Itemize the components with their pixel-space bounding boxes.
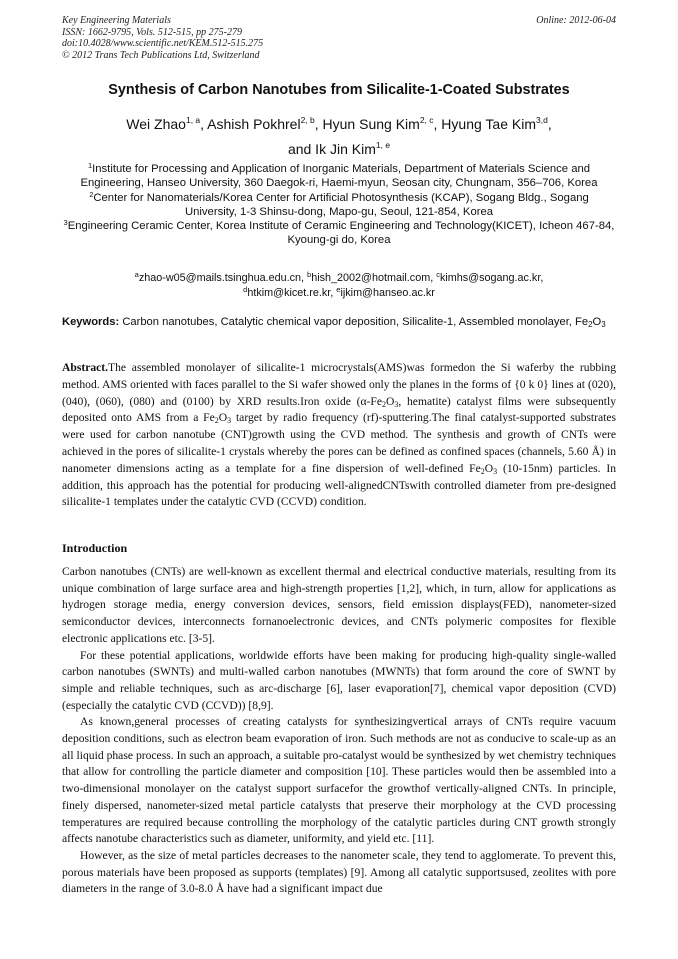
copyright-line: © 2012 Trans Tech Publications Ltd, Switzerland [62,49,260,61]
affiliation: $^1$Institute for Processing and Application of Inorganic Materials, Department of Materials Science and Engineering, Hanseo University, 360 Daegok-ri, Haemi-myun, Seosan city, Chungnam, 356–706, Korea [80,161,598,190]
affiliation: $^2$Center for Nanomaterials/Korea Center for Artificial Photosynthesis (KCAP), Sogang Bldg., Sogang University, 1-3 Shinsu-dong, Mapo-gu, Seoul, 121-854, Korea [89,189,589,218]
author: Wei Zhao$^{1, a}$, [126,115,208,132]
doi-line: doi:10.4028/www.scientific.net/KEM.512-515.275 [62,38,264,49]
email-link[interactable]: $^e$ijkim@hanseo.ac.kr [336,284,435,299]
journal-header [62,15,616,61]
keywords-text: Carbon nanotubes, Catalytic chemical vapor deposition, Silicalite-1, Assembled monolayer, $Fe_2O_3$ [122,316,606,329]
affiliation: $^3$Engineering Ceramic Center, Korea Institute of Ceramic Engineering and Technology(KICET), Icheon 467-84, Kyoung-gi do, Korea [63,218,615,247]
email-link[interactable]: $^b$hish_2002@hotmail.com [307,270,431,284]
author-list [62,112,616,162]
paragraph: However, as the size of metal particles decreases to the nanometer scale, they tend to agglomerate. To prevent this, porous materials have been proposed as supports (templates) [9]. Among all catalytic supportsused, zeolites with pore diameters in the range of 3.0-8.0 Å have had a significant impact due [62,848,616,896]
author: Hyun Sung Kim$^{2, c}$, [322,115,442,132]
email-link[interactable]: $^d$htkim@kicet.re.kr [243,284,331,299]
section-heading: Introduction [62,541,128,555]
author: Ashish Pokhrel$^{2, b}$, [207,115,323,132]
affiliation-list [62,162,616,248]
abstract-label: Abstract. [62,361,109,374]
paragraph: For these potential applications, worldwide efforts have been making for producing high-quality single-walled carbon nanotubes (SWNTs) and multi-walled carbon nanotubes (MWNTs) that form around the core of SWNT by simple and reliable techniques, such as arc-discharge [6], laser evaporation[7], chemical vapor deposition (CVD) (especially the catalytic CVD (CCVD)) [8,9]. [62,648,616,712]
online-date: Online: 2012-06-04 [536,15,616,26]
author: and Ik Jin Kim$^{1, e}$ [287,140,391,157]
author: Hyung Tae Kim$^{3,d}$, [441,115,552,132]
email-list: $^a$zhao-w05@mails.tsinghua.edu.cn, $^b$hish_2002@hotmail.com, $^c$kimhs@sogang.ac.kr, $^d$htkim@kicet.re.kr, $^e$ijkim@hanseo.ac.kr [134,270,544,299]
abstract-block [62,360,616,511]
paragraph: As known,general processes of creating catalysts for synthesizingvertical arrays of CNTs require vacuum deposition conditions, such as electron beam evaporation of iron. Such methods are not as conducive to scale-up as an all liquid phase process. In such an approach, a suitable pro-catalyst would be synthesized by wet chemistry techniques that allow for controlling the particle diameter and composition [10]. These particles would then be assembled into a two-dimensional monolayer on the catalyst support surfacefor the growthof vertically-aligned CNTs. In principle, finely dispersed, nanometer-sized metal particle catalysts that preserve their morphology at the CVD processing temperatures are required because controlling the morphology of the catalytic particles during CNT growth strongly affects nanotube characteristics such as diameter, uniformity, and yield etc. [11]. [62,715,616,846]
introduction-body [62,564,616,898]
email-link[interactable]: $^a$zhao-w05@mails.tsinghua.edu.cn [134,270,302,284]
paper-title: Synthesis of Carbon Nanotubes from Silicalite-1-Coated Substrates [108,82,570,98]
paragraph: Carbon nanotubes (CNTs) are well-known as excellent thermal and electrical conductive materials, resulting from its unique combination of large surface area and high-strength properties [1,2], which, in turn, allow for applications as hydrogen storage media, energy conversion devices, sensors, field emission displays(FED), nanometer-sized semiconductor devices, interconnects fornanoelectronic devices, and CNTs polymeric composites for flexible electronic applications etc. [3-5]. [62,565,616,645]
issn-line: ISSN: 1662-9795, Vols. 512-515, pp 275-279 [62,26,242,38]
keywords-label: Keywords: [62,316,120,328]
keywords-block [62,316,616,330]
journal-name: Key Engineering Materials [62,15,171,26]
abstract-text: The assembled monolayer of silicalite-1 microcrystals(AMS)was formedon the Si waferby the rubbing method. AMS oriented with faces parallel to the Si wafer showed only the planes in the forms of {0 k 0} lines at (020), (040), (060), (080) and (0100) by XRD results.Iron oxide ($\alpha-Fe_2O_3$, hematite) catalyst films were subsequently deposited onto AMS from a $Fe_2O_3$ target by radio frequency (rf)-sputtering.The final catalyst-supported substrates were used for carbon nanotube (CNT)growth using the CVD method. The synthesis and growth of CNTs were achieved in the pores of silicalite-1 crystals whereby the pores can be defined as confined spaces (channels, 5.60 Å) in nanometer dimensions acting as a template for a fine dispersion of well-defined $Fe_2O_3$ (10-15nm) particles. In addition, this approach has the potential for producing well-alignedCNTswith controlled diameter from pre-designed silicalite-1 templates under the catalytic CVD (CCVD) condition. [62,361,616,509]
email-link[interactable]: $^c$kimhs@sogang.ac.kr [436,270,541,284]
